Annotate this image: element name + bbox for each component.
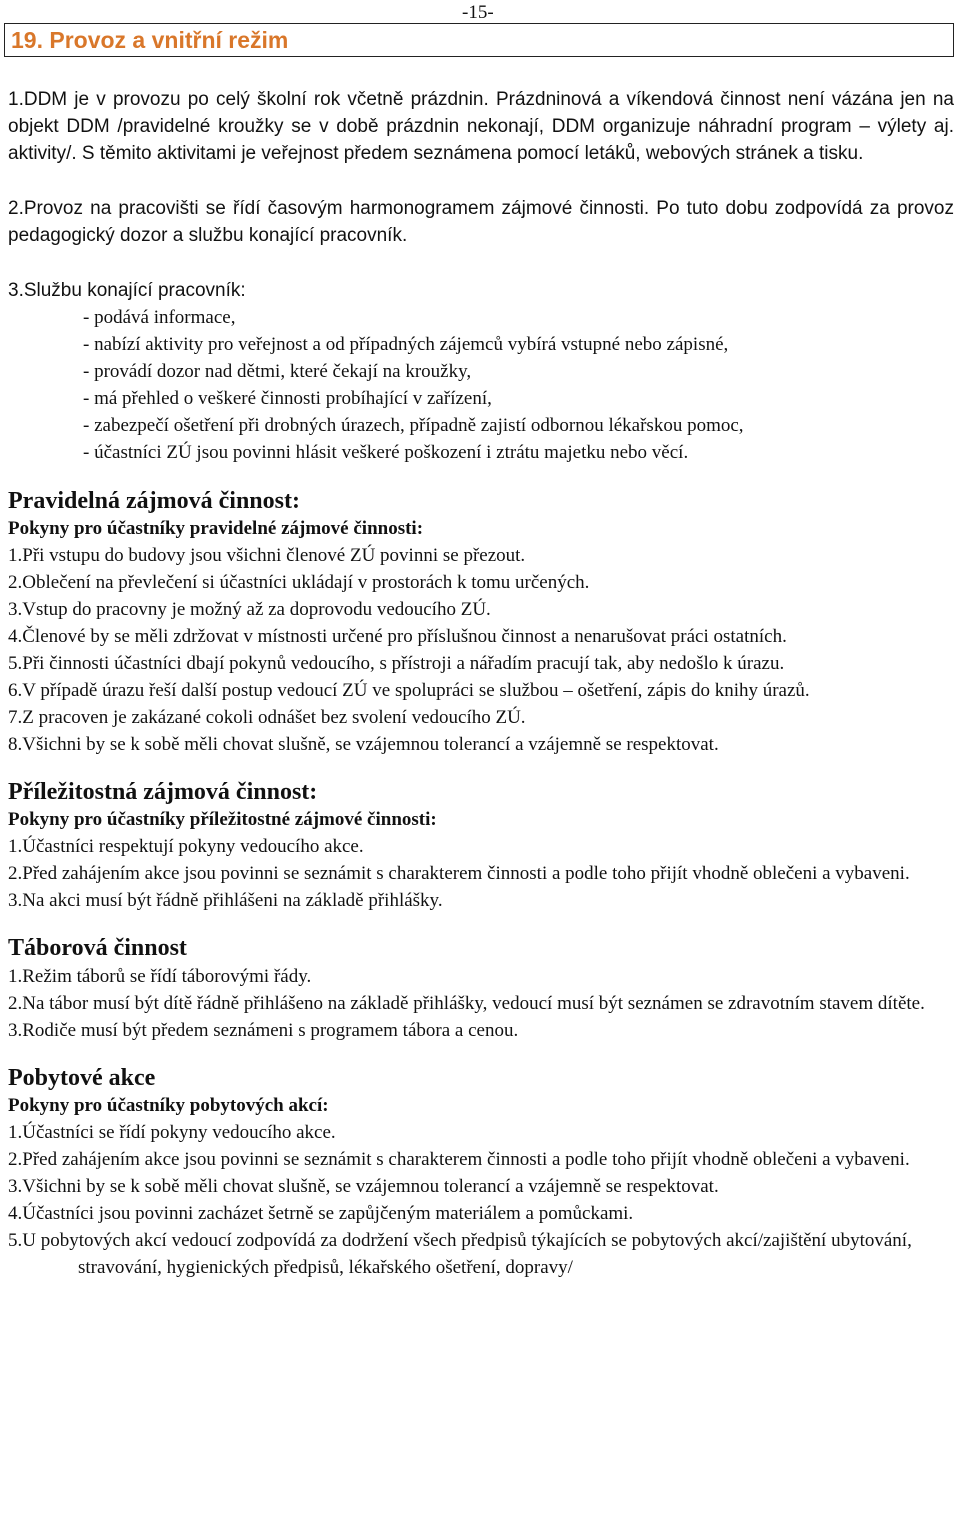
section-title-box (4, 23, 954, 57)
stay-heading: Pobytové akce (8, 1065, 156, 1091)
list-item: - zabezpečí ošetření při drobných úrazech, případně zajistí odbornou lékařskou pomoc, (83, 415, 744, 436)
list-item: - nabízí aktivity pro veřejnost a od případných zájemců vybírá vstupné nebo zápisné, (83, 334, 729, 355)
occasional-subheading: Pokyny pro účastníky příležitostné zájmové činnosti: (8, 809, 437, 830)
list-item: - má přehled o veškeré činnosti probíhající v zařízení, (83, 388, 492, 409)
occasional-heading: Příležitostná zájmová činnost: (8, 779, 318, 805)
list-item: 8.Všichni by se k sobě měli chovat slušně, se vzájemnou tolerancí a vzájemně se respektovat. (8, 734, 719, 755)
section-title: 19. Provoz a vnitřní režim (11, 27, 289, 53)
list-item: 3.Rodiče musí být předem seznámeni s programem tábora a cenou. (8, 1020, 519, 1041)
list-item: 2.Na tábor musí být dítě řádně přihlášeno na základě přihlášky, vedoucí musí být seznámen se zdravotním stavem dítěte. (8, 993, 925, 1014)
list-item: 3.Všichni by se k sobě měli chovat slušně, se vzájemnou tolerancí a vzájemně se respektovat. (8, 1176, 719, 1197)
list-item: 1.Režim táborů se řídí táborovými řády. (8, 966, 312, 987)
camp-section (8, 933, 954, 1044)
stay-subheading: Pokyny pro účastníky pobytových akcí: (8, 1095, 329, 1116)
list-item: 7.Z pracoven je zakázané cokoli odnášet bez svolení vedoucího ZÚ. (8, 707, 526, 728)
document-body (8, 86, 954, 1281)
list-item: 2.Oblečení na převlečení si účastníci ukládají v prostorách k tomu určených. (8, 572, 590, 593)
camp-heading: Táborová činnost (8, 935, 187, 961)
list-item: 1.Při vstupu do budovy jsou všichni členové ZÚ povinni se přezout. (8, 545, 526, 566)
regular-section (8, 486, 954, 758)
intro-paragraph-2: 2.Provoz na pracovišti se řídí časovým harmonogramem zájmové činnosti. Po tuto dobu zodpovídá za provoz pedagogický dozor a službu konající pracovník. (8, 198, 954, 246)
list-item: - podává informace, (83, 307, 236, 328)
intro-paragraph-1: 1.DDM je v provozu po celý školní rok včetně prázdnin. Prázdninová a víkendová činnost není vázána jen na objekt DDM /pravidelné kroužky se v době prázdnin nekonají, DDM organizuje náhradní program – výlety aj. aktivity/. S těmito aktivitami je veřejnost předem seznámena pomocí letáků, webových stránek a tisku. (8, 89, 954, 164)
regular-subheading: Pokyny pro účastníky pravidelné zájmové činnosti: (8, 518, 424, 539)
list-item: 6.V případě úrazu řeší další postup vedoucí ZÚ ve spolupráci se službou – ošetření, zápis do knihy úrazů. (8, 680, 810, 701)
list-item: 2.Před zahájením akce jsou povinni se seznámit s charakterem činnosti a podle toho přijít vhodně oblečeni a vybaveni. (8, 863, 910, 884)
list-item: - provádí dozor nad dětmi, které čekají na kroužky, (83, 361, 472, 382)
list-item: 1.Účastníci se řídí pokyny vedoucího akce. (8, 1122, 336, 1143)
list-item: 1.Účastníci respektují pokyny vedoucího akce. (8, 836, 364, 857)
page-number: -15- (462, 2, 494, 23)
list-item: 5.Při činnosti účastníci dbají pokynů vedoucího, s přístroji a nářadím pracují tak, aby nedošlo k úrazu. (8, 653, 785, 674)
intro-paragraph-3: 3.Službu konající pracovník: (8, 280, 246, 301)
stay-section (8, 1063, 954, 1281)
duty-list (83, 304, 954, 466)
list-item: 4.Účastníci jsou povinni zacházet šetrně se zapůjčeným materiálem a pomůckami. (8, 1203, 634, 1224)
list-item: 2.Před zahájením akce jsou povinni se seznámit s charakterem činnosti a podle toho přijít vhodně oblečeni a vybaveni. (8, 1149, 910, 1170)
list-item: 3.Vstup do pracovny je možný až za doprovodu vedoucího ZÚ. (8, 599, 491, 620)
list-item: 3.Na akci musí být řádně přihlášeni na základě přihlášky. (8, 890, 443, 911)
list-item: - účastníci ZÚ jsou povinni hlásit veškeré poškození i ztrátu majetku nebo věcí. (83, 442, 689, 463)
regular-heading: Pravidelná zájmová činnost: (8, 488, 300, 514)
list-item: 5.U pobytových akcí vedoucí zodpovídá za dodržení všech předpisů týkajících se pobytových akcí/zajištění ubytování, stravování, hygienických předpisů, lékařského ošetření, dopravy/ (8, 1230, 912, 1278)
list-item: 4.Členové by se měli zdržovat v místnosti určené pro příslušnou činnost a nenarušovat práci ostatních. (8, 626, 787, 647)
occasional-section (8, 777, 954, 914)
